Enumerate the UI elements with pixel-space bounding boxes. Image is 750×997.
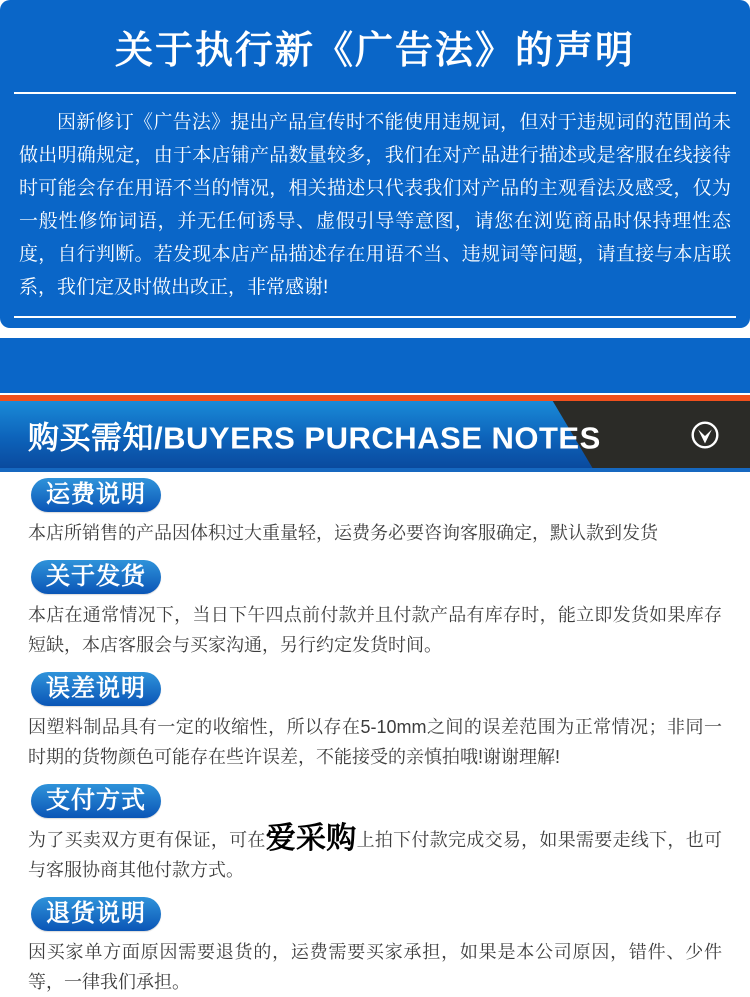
section-returns: [0, 892, 750, 997]
circle-chevron-down-icon[interactable]: [690, 420, 720, 450]
payment-text-after: 上拍下付款完成交易，如果需要走线下，也可与客服协商其他付款方式。: [28, 830, 723, 880]
returns-text: 因买家单方面原因需要退货的，运费需要买家承担，如果是本公司原因，错件、少件等，一律我们承担。: [28, 942, 722, 992]
section-payment: [0, 779, 750, 885]
section-delivery: [0, 555, 750, 660]
delivery-label: 关于发货: [31, 560, 161, 594]
section-tolerance: [0, 667, 750, 772]
statement-title: 关于执行新《广告法》的声明: [114, 30, 635, 72]
payment-text-before: 为了买卖双方更有保证，可在: [28, 830, 266, 850]
shipping-fee-text: 本店所销售的产品因体积过大重量轻，运费务必要咨询客服确定，默认款到发货: [28, 523, 658, 543]
divider-line: [14, 92, 736, 94]
purchase-notes-sections: [0, 472, 750, 997]
tolerance-label: 误差说明: [31, 672, 161, 706]
purchase-notes-banner[interactable]: [0, 401, 750, 468]
tolerance-text: 因塑料制品具有一定的收缩性，所以存在5-10mm之间的误差范围为正常情况；非同一时期的货物颜色可能存在些许误差，不能接受的亲慎拍哦!谢谢理解!: [28, 717, 722, 767]
purchase-notes-title: 购买需知/BUYERS PURCHASE NOTES: [28, 420, 601, 455]
payment-platform-name: 爱采购: [265, 822, 357, 855]
blue-separator-band: [0, 338, 750, 393]
shipping-fee-label: 运费说明: [31, 478, 161, 512]
ad-law-statement-box: [0, 0, 750, 328]
payment-label: 支付方式: [31, 784, 161, 818]
divider-line: [14, 316, 736, 318]
payment-text: [28, 824, 722, 885]
delivery-text: 本店在通常情况下，当日下午四点前付款并且付款产品有库存时，能立即发货如果库存短缺，本店客服会与买家沟通，另行约定发货时间。: [28, 605, 722, 655]
statement-body-text: 因新修订《广告法》提出产品宣传时不能使用违规词，但对于违规词的范围尚未做出明确规定，由于本店铺产品数量较多，我们在对产品进行描述或是客服在线接待时可能会存在用语不当的情况，相关描述只代表我们对产品的主观看法及感受，仅为一般性修饰词语，并无任何诱导、虚假引导等意图，请您在浏览商品时保持理性态度，自行判断。若发现本店产品描述存在用语不当、违规词等问题，请直接与本店联系，我们定及时做出改正，非常感谢!: [19, 112, 731, 298]
section-shipping-fee: [0, 473, 750, 548]
returns-label: 退货说明: [31, 897, 161, 931]
